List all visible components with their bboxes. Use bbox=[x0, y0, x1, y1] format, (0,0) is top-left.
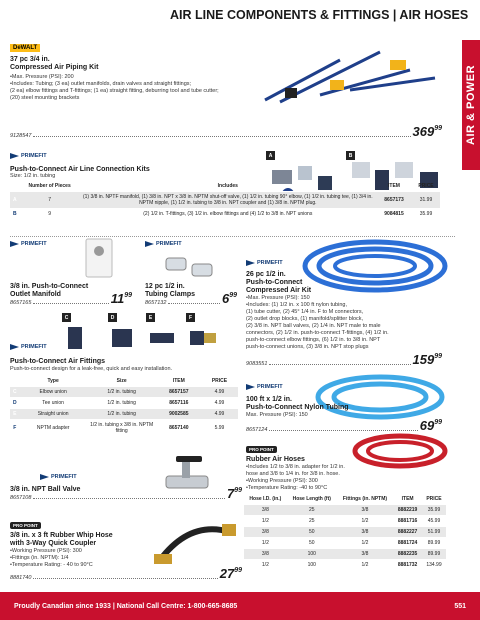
leader-dots bbox=[269, 430, 417, 431]
item-cell: 8881732 bbox=[393, 560, 422, 571]
item-sku: 8881740 bbox=[10, 575, 32, 581]
price bbox=[227, 486, 242, 501]
primefit-logo bbox=[246, 384, 283, 390]
page-title: AIR LINE COMPONENTS & FITTINGS | AIR HOSES bbox=[170, 8, 469, 22]
clamps-title: 12 pc 1/2 in. bbox=[145, 283, 185, 290]
table-row bbox=[244, 516, 446, 527]
includes-cell: (1) 3/8 in. NPTF manifold, (1) 3/8 in. NPT x 3/8 in. NPTM shut-off valve, (1) 1/2 in. tubing 90° elbow, (1) 1/2 in. tubing tee, (1) 3/4 in. NPTM nipple, (1) 1/2 in. tubing to 3/8 in. NPT coupler and (1) 3/8 in. NPTM plug. bbox=[80, 192, 376, 209]
clamps-image bbox=[160, 252, 220, 282]
hoses-title: Rubber Air Hoses bbox=[246, 456, 305, 463]
column-header: PRICE bbox=[418, 183, 434, 189]
whip-hose-title2: with 3-Way Quick Coupler bbox=[10, 540, 97, 547]
spec-line: push-to-connect unions, (3) 3/8 in. NPT stop plugs bbox=[246, 344, 369, 350]
table-row bbox=[244, 538, 446, 549]
price bbox=[222, 291, 237, 306]
page-footer bbox=[0, 592, 480, 620]
table-row bbox=[10, 192, 440, 209]
manifold-image bbox=[80, 237, 120, 281]
price-dollars: 369 bbox=[412, 124, 435, 139]
item-sku: 8657132 bbox=[145, 300, 167, 306]
price bbox=[420, 418, 442, 433]
whip-hose-title-block bbox=[10, 532, 113, 548]
primefit-logo bbox=[40, 474, 77, 480]
column-header: Hose I.D. (in.) bbox=[249, 496, 282, 502]
id-cell: 3/8 bbox=[244, 549, 287, 560]
price-cell: 45.99 bbox=[422, 516, 446, 527]
tubing-title2: Push-to-Connect Nylon Tubing bbox=[246, 404, 349, 411]
length-cell: 50 bbox=[287, 527, 337, 538]
hoses-table bbox=[244, 494, 446, 570]
item-cell: 8657116 bbox=[157, 398, 201, 409]
price-cell: 5.99 bbox=[201, 420, 238, 437]
item-cell: 9084815 bbox=[376, 209, 412, 220]
table-header bbox=[244, 494, 446, 505]
price-dollars: 159 bbox=[412, 352, 435, 367]
length-cell: 25 bbox=[287, 516, 337, 527]
fitting-cell: 1/2 bbox=[337, 516, 394, 527]
primefit-logo bbox=[10, 241, 47, 247]
id-cell: 1/2 bbox=[244, 538, 287, 549]
price-cents: 99 bbox=[124, 292, 132, 299]
tubing-title-block bbox=[246, 396, 349, 419]
table-header bbox=[10, 376, 238, 387]
price bbox=[413, 124, 443, 139]
pieces-cell: 9 bbox=[20, 209, 80, 220]
manifold-title2: Outlet Manifold bbox=[10, 291, 61, 298]
price-cents: 99 bbox=[234, 567, 242, 574]
fitting-cell: 3/8 bbox=[337, 505, 394, 516]
table-header bbox=[10, 181, 440, 192]
spec-line: •Max. Pressure (PSI): 200 bbox=[10, 74, 74, 80]
spec-line: connectors, (2) 1/2 in. push-to-connect T-fittings, (4) 1/2 in. bbox=[246, 330, 389, 336]
manifold-title: 3/8 in. Push-to-Connect bbox=[10, 283, 89, 290]
table-row bbox=[10, 387, 238, 398]
primefit-mark-icon bbox=[145, 241, 154, 247]
price-cell: 89.99 bbox=[422, 538, 446, 549]
price-dollars: 27 bbox=[219, 566, 235, 581]
price-cents: 99 bbox=[434, 419, 442, 426]
spec-line: (20) steel mounting brackets bbox=[10, 95, 80, 101]
type-cell: NPTM adapter bbox=[20, 420, 87, 437]
spec-line: •Fittings (in. NPTM): 1/4 bbox=[10, 555, 69, 561]
column-header: Number of Pieces bbox=[28, 183, 71, 189]
column-header: Includes bbox=[217, 183, 238, 189]
fitting-cell: 1/2 bbox=[337, 560, 394, 571]
nylon-coil-image bbox=[300, 236, 450, 294]
manifold-price-row bbox=[10, 291, 132, 306]
leader-dots bbox=[33, 136, 410, 137]
column-header: ITEM bbox=[401, 496, 414, 502]
type-cell: Straight union bbox=[20, 409, 87, 420]
primefit-mark-icon bbox=[246, 260, 255, 266]
piping-kit-block bbox=[10, 56, 160, 72]
primefit-logo bbox=[246, 260, 283, 266]
column-header: ITEM bbox=[388, 183, 400, 189]
hoses-specs bbox=[246, 464, 446, 492]
item-cell: 8881724 bbox=[393, 538, 422, 549]
fitting-cell: 1/2 bbox=[337, 538, 394, 549]
blank-header bbox=[10, 376, 20, 387]
item-sku: 8657124 bbox=[246, 427, 268, 433]
price bbox=[413, 352, 443, 367]
spec-line: hose and 3/8 to 1/4 in. for 3/8 in. hose. bbox=[246, 471, 340, 477]
propoint-logo: PRO POINT bbox=[246, 446, 277, 453]
whip-hose-price-row bbox=[10, 566, 242, 581]
table-row bbox=[244, 549, 446, 560]
table-row bbox=[244, 560, 446, 571]
blank-header bbox=[10, 181, 20, 192]
price-cell: 89.99 bbox=[422, 549, 446, 560]
price-cents: 99 bbox=[434, 125, 442, 132]
row-label: C bbox=[10, 387, 20, 398]
column-header: PRICE bbox=[426, 496, 442, 502]
spec-line: •Working Pressure (PSI): 300 bbox=[10, 548, 82, 554]
brand-text: PRIMEFIT bbox=[21, 344, 47, 350]
primefit-logo bbox=[145, 241, 182, 247]
id-cell: 3/8 bbox=[244, 505, 287, 516]
fitting-cell: 3/8 bbox=[337, 527, 394, 538]
price-cell: 4.99 bbox=[201, 409, 238, 420]
item-cell: 8882235 bbox=[393, 549, 422, 560]
figure-label-b: B bbox=[346, 151, 355, 160]
piping-kit-title: 37 pc 3/4 in. bbox=[10, 56, 50, 63]
spec-line: (2) outlet drop blocks, (1) manifold/splitter block, bbox=[246, 316, 364, 322]
leader-dots bbox=[33, 498, 225, 499]
primefit-logo bbox=[10, 344, 47, 350]
section-tab[interactable]: AIR & POWER bbox=[462, 40, 480, 170]
price-cell: 35.99 bbox=[412, 209, 440, 220]
piping-kit-price-row bbox=[10, 124, 442, 139]
whip-hose-image bbox=[150, 510, 240, 570]
spec-line: •Temperature Rating: -40 to 90°C bbox=[246, 485, 328, 491]
nylon-kit-specs bbox=[246, 295, 446, 351]
price-dollars: 69 bbox=[419, 418, 435, 433]
table-row bbox=[10, 398, 238, 409]
size-cell: 1/2 in. tubing bbox=[87, 387, 157, 398]
tubing-spec: Max. Pressure (PSI): 150 bbox=[246, 412, 308, 418]
column-header: Size bbox=[116, 378, 127, 384]
whip-hose-title: 3/8 in. x 3 ft Rubber Whip Hose bbox=[10, 532, 113, 539]
ball-valve-title: 3/8 in. NPT Ball Valve bbox=[10, 486, 81, 493]
price-cents: 99 bbox=[234, 487, 242, 494]
price-cell: 31.99 bbox=[412, 192, 440, 209]
brand-text: PRIMEFIT bbox=[257, 260, 283, 266]
leader-dots bbox=[168, 303, 220, 304]
size-cell: 1/2 in. tubing bbox=[87, 409, 157, 420]
column-header: PRICE bbox=[211, 378, 228, 384]
connection-kits-table bbox=[10, 181, 440, 219]
tubing-price-row bbox=[246, 418, 442, 433]
fittings-title: Push-to-Connect Air Fittings bbox=[10, 358, 106, 365]
item-cell: 8882219 bbox=[393, 505, 422, 516]
spec-line: push-to-connect elbow fittings, (6) 1/2 in. to 3/8 in. NPT bbox=[246, 337, 381, 343]
primefit-mark-icon bbox=[10, 344, 19, 350]
row-label: E bbox=[10, 409, 20, 420]
clamps-title2: Tubing Clamps bbox=[145, 291, 196, 298]
nylon-kit-title-block bbox=[246, 271, 311, 295]
fittings-table bbox=[10, 376, 238, 436]
item-cell: 8657173 bbox=[376, 192, 412, 209]
item-sku: 9128547 bbox=[10, 133, 32, 139]
spec-line: •Includes 1/2 to 3/8 in. adapter for 1/2 in. bbox=[246, 464, 345, 470]
brand-text: PRIMEFIT bbox=[21, 241, 47, 247]
primefit-mark-icon bbox=[10, 241, 19, 247]
length-cell: 25 bbox=[287, 505, 337, 516]
nylon-kit-price-row bbox=[246, 352, 442, 367]
item-sku: 8657165 bbox=[10, 300, 32, 306]
page-number: 551 bbox=[454, 602, 466, 610]
includes-cell: (2) 1/2 in. T-fittings, (3) 1/2 in. elbow fittings and (4) 1/2 to 3/8 in. NPT unions bbox=[80, 209, 376, 220]
spec-line: (2 ea) elbow fittings and T-fittings; (1 ea) straight fitting, deburring tool and tube cutter; bbox=[10, 88, 219, 94]
price-cents: 99 bbox=[434, 353, 442, 360]
size-cell: 1/2 in. tubing bbox=[87, 398, 157, 409]
brand-text: PRIMEFIT bbox=[21, 153, 47, 159]
figure-label-e: E bbox=[146, 313, 155, 322]
price-dollars: 11 bbox=[110, 291, 125, 306]
type-cell: Tee union bbox=[20, 398, 87, 409]
length-cell: 100 bbox=[287, 560, 337, 571]
item-cell: 9002585 bbox=[157, 409, 201, 420]
leader-dots bbox=[33, 303, 108, 304]
figure-label-a: A bbox=[266, 151, 275, 160]
primefit-mark-icon bbox=[246, 384, 255, 390]
price-cell: 4.99 bbox=[201, 398, 238, 409]
ball-valve-price-row bbox=[10, 486, 242, 501]
figure-label-c: C bbox=[62, 313, 71, 322]
row-label: F bbox=[10, 420, 20, 437]
table-row bbox=[10, 209, 440, 220]
nylon-kit-title3: Compressed Air Kit bbox=[246, 287, 312, 294]
price-cell: 51.99 bbox=[422, 527, 446, 538]
price-cell: 134.99 bbox=[422, 560, 446, 571]
id-cell: 1/2 bbox=[244, 516, 287, 527]
column-header: Type bbox=[47, 378, 59, 384]
piping-kit-title2: Compressed Air Piping Kit bbox=[10, 64, 99, 71]
column-header: Hose Length (ft) bbox=[292, 496, 331, 502]
item-sku: 8657108 bbox=[10, 495, 32, 501]
row-label: B bbox=[10, 209, 20, 220]
price-dollars: 7 bbox=[226, 486, 235, 501]
clamps-price-row bbox=[145, 291, 237, 306]
table-row bbox=[244, 527, 446, 538]
price-cell: 35.99 bbox=[422, 505, 446, 516]
type-cell: Elbow union bbox=[20, 387, 87, 398]
spec-line: •Max. Pressure (PSI): 150 bbox=[246, 295, 310, 301]
spec-line: (2) 3/8 in. NPT ball valves, (2) 1/4 in. NPT male to male bbox=[246, 323, 381, 329]
piping-kit-image bbox=[260, 40, 445, 110]
table-row bbox=[10, 420, 238, 437]
leader-dots bbox=[33, 578, 217, 579]
price-dollars: 6 bbox=[221, 291, 230, 306]
figure-label-f: F bbox=[186, 313, 195, 322]
column-header: ITEM bbox=[172, 378, 185, 384]
dewalt-logo: DeWALT bbox=[10, 44, 40, 52]
id-cell: 1/2 bbox=[244, 560, 287, 571]
fitting-cell: 3/8 bbox=[337, 549, 394, 560]
item-cell: 8881716 bbox=[393, 516, 422, 527]
spec-line: •Includes: Tubing; (3 ea) outlet manifolds, drain valves and straight fittings; bbox=[10, 81, 192, 87]
pieces-cell: 7 bbox=[20, 192, 80, 209]
row-label: D bbox=[10, 398, 20, 409]
fittings-desc: Push-to-connect design for a leak-free, quick and easy installation. bbox=[10, 366, 173, 372]
id-cell: 3/8 bbox=[244, 527, 287, 538]
primefit-mark-icon bbox=[40, 474, 49, 480]
fittings-image bbox=[60, 323, 240, 353]
item-cell: 8657140 bbox=[157, 420, 201, 437]
brand-text: PRIMEFIT bbox=[51, 474, 77, 480]
table-row bbox=[10, 409, 238, 420]
price bbox=[220, 566, 242, 581]
spec-line: •Temperature Rating: - 40 to 90°C bbox=[10, 562, 93, 568]
spec-line: •Working Pressure (PSI): 300 bbox=[246, 478, 318, 484]
tubing-title: 100 ft x 1/2 in. bbox=[246, 396, 292, 403]
connection-kits-title: Push-to-Connect Air Line Connection Kits bbox=[10, 166, 150, 173]
item-sku: 9083551 bbox=[246, 361, 268, 367]
item-cell: 8882227 bbox=[393, 527, 422, 538]
primefit-mark-icon bbox=[10, 153, 19, 159]
nylon-kit-title: 26 pc 1/2 in. bbox=[246, 271, 286, 278]
brand-text: PRIMEFIT bbox=[257, 384, 283, 390]
price-cell: 4.99 bbox=[201, 387, 238, 398]
row-label: A bbox=[10, 192, 20, 209]
primefit-logo bbox=[10, 153, 47, 159]
figure-label-d: D bbox=[108, 313, 117, 322]
propoint-logo: PRO POINT bbox=[10, 522, 41, 529]
length-cell: 50 bbox=[287, 538, 337, 549]
spec-line: (1) tube cutter, (2) 45° 1/4 in. F to M connectors, bbox=[246, 309, 364, 315]
column-header: Fittings (in. NPTM) bbox=[342, 496, 388, 502]
footer-text: Proudly Canadian since 1933 | National Call Centre: 1-800-665-8685 bbox=[14, 602, 238, 610]
connection-kits-size: Size: 1/2 in. tubing bbox=[10, 173, 56, 179]
price-cents: 99 bbox=[229, 292, 237, 299]
item-cell: 8657157 bbox=[157, 387, 201, 398]
nylon-kit-title2: Push-to-Connect bbox=[246, 279, 303, 286]
brand-text: PRIMEFIT bbox=[156, 241, 182, 247]
length-cell: 100 bbox=[287, 549, 337, 560]
price bbox=[111, 291, 132, 306]
leader-dots bbox=[269, 364, 410, 365]
spec-line: •Includes: (1) 1/2 in. x 100 ft nylon tubing, bbox=[246, 302, 347, 308]
size-cell: 1/2 in. tubing x 3/8 in. NPTM fitting bbox=[87, 420, 157, 437]
table-row bbox=[244, 505, 446, 516]
